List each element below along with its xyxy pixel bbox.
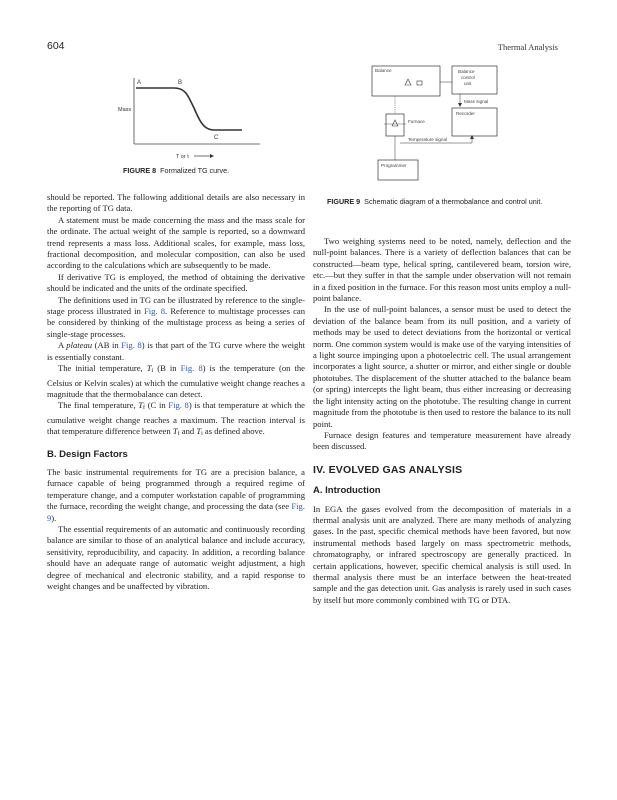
left-paragraph-5: A plateau (AB in Fig. 8) is that part of the TG curve where the weight is essentially constant. <box>47 340 306 362</box>
sample-triangle <box>392 120 398 126</box>
fig8-link[interactable]: Fig. 8 <box>180 363 203 374</box>
figure-8-caption <box>123 166 229 176</box>
x-axis-label: T or t <box>176 154 189 160</box>
figure-9-caption-text: Schematic diagram of a thermobalance and control unit. <box>364 197 543 206</box>
figure-9-caption <box>327 197 567 207</box>
fig9-link[interactable]: Fig. 9 <box>47 501 305 523</box>
right-paragraph-3: Furnace design features and temperature measurement have already been discussed. <box>313 429 571 452</box>
left-paragraph-1: should be reported. The following additional details are also necessary in the reporting of TG data. <box>47 192 305 214</box>
balance-triangle <box>405 79 411 85</box>
right-column <box>313 236 571 606</box>
fig8-link[interactable]: Fig. 8 <box>168 400 189 411</box>
recorder-label: Recorder <box>456 111 475 116</box>
balance-control-line1: Balance <box>458 69 475 74</box>
running-title: Thermal Analysis <box>497 42 558 52</box>
balance-pan <box>417 81 422 85</box>
figure-8-tg-curve <box>110 74 270 166</box>
tg-curve <box>136 88 242 130</box>
right-paragraph-4: In EGA the gases evolved from the decomposition of materials in a thermal analysis unit are analyzed. There are many methods of analyzing gases. In the past, specific chemical methods have been favored, but now instrumental methods based largely on mass spectrometric methods, chromatography, or infrared spectroscopy are generally practiced. In certain applications, however, specific chemical analysis is still used. In thermal analysis there must be an interface between the heat-treated sample and the gas detection unit. Gas analysis is rarely used in such cases by itself but more commonly combined with TG or DTA. <box>313 503 571 605</box>
left-paragraph-2: A statement must be made concerning the mass and the mass scale for the ordinate. The actual weight of the sample is reported, so a downward trend represents a mass loss. Additional scales, for example, mass loss, fractional decomposition, and molecular composition, can also be used according to the calculations which are subsequently to be made. <box>47 214 305 271</box>
fig8-link[interactable]: Fig. 8 <box>121 340 142 351</box>
label-a: A <box>137 80 142 86</box>
right-paragraph-2: In the use of null-point balances, a sensor must be used to detect the deviation of the balance beam from its null position, and a variety of methods may be used to detect deviations from the horizontal or vertical norm. One common system would is make use of the varying intensities of a light source impinging upon a photoelectric cell. The usual arrangement incorporates a light source, a shutter or mirror, and either single or double phototubes. The displacement of the shutter attached to the balance beam (or spring) intercepts the light beam, thus either increasing or decreasing the light intensity acting on the phototube. The resulting change in current magnitude from the phototube is then used to restore the balance to its null point. <box>313 304 571 429</box>
balance-control-line3: unit <box>464 81 472 86</box>
figure-8-caption-label: FIGURE 8 <box>123 166 157 175</box>
heading-evolved-gas-analysis: IV. EVOLVED GAS ANALYSIS <box>313 463 463 476</box>
furnace-label: Furnace <box>408 119 425 124</box>
left-column <box>47 192 305 592</box>
heading-design-factors: B. Design Factors <box>47 448 128 460</box>
figure-9-schematic <box>370 62 570 186</box>
label-c: C <box>214 135 219 141</box>
figure-9-caption-label: FIGURE 9 <box>327 197 361 206</box>
x-axis-arrowhead <box>210 154 214 158</box>
balance-label: Balance <box>375 68 392 73</box>
left-paragraph-9: The essential requirements of an automatic and continuously recording balance are similar to those of an analytical balance and include accuracy, sensitivity, reproducibility, and capacity. In addition, a recording balance should have an adequate range of automatic weight adjustment, a high degree of mechanical and electronic stability, and a rapid response to weight changes and be unaffected by vibration. <box>47 523 305 591</box>
label-b: B <box>178 80 183 86</box>
mass-signal-label: Mass signal <box>464 99 489 104</box>
left-paragraph-4: The definitions used in TG can be illustrated by reference to the single-stage process illustrated in Fig. 8. Reference to multistage processes can be considered by thinking of the multistage process as being a series of single-stage processes. <box>47 294 306 339</box>
page-number: 604 <box>47 40 65 52</box>
right-paragraph-1: Two weighing systems need to be noted, namely, deflection and the null-point balances. There is a variety of deflection balances that can be constructed—beam type, helical spring, cantilevered beam, torsion wire, etc.—but they suffer in that the sample under observation will not remain in a fixed position in the furnace. For this reason most units employ a null-point balance. <box>313 236 571 304</box>
programmer-label: Programmer <box>381 163 407 168</box>
left-paragraph-7: The final temperature, Tf (C in Fig. 8) is that temperature at which the cumulative weight change reaches a maximum. The reaction interval is that temperature difference between Tf and Ti as defined above. <box>47 400 305 438</box>
left-paragraph-8: The basic instrumental requirements for TG are a precision balance, a furnace capable of being programmed through a required regime of temperature change, and a computer workstation capable of programming the furnace, recording the weight change, and processing the data (see Fig. 9). <box>47 466 305 523</box>
temperature-signal-label: Temperature signal <box>408 137 448 142</box>
furnace-box <box>386 114 404 136</box>
fig8-link[interactable]: Fig. 8 <box>144 306 166 317</box>
figure-8-caption-text: Formalized TG curve. <box>160 166 230 175</box>
balance-control-line2: control <box>461 75 475 80</box>
heading-introduction: A. Introduction <box>313 485 381 497</box>
left-paragraph-6: The initial temperature, Ti (B in Fig. 8) is the temperature (on the Celsius or Kelvin scales) at which the cumulative weight change reaches a magnitude that the thermobalance can detect. <box>47 363 305 399</box>
y-axis-label: Mass <box>118 107 132 113</box>
left-paragraph-3: If derivative TG is employed, the method of obtaining the derivative should be indicated and the units of the ordinate specified. <box>47 271 305 294</box>
